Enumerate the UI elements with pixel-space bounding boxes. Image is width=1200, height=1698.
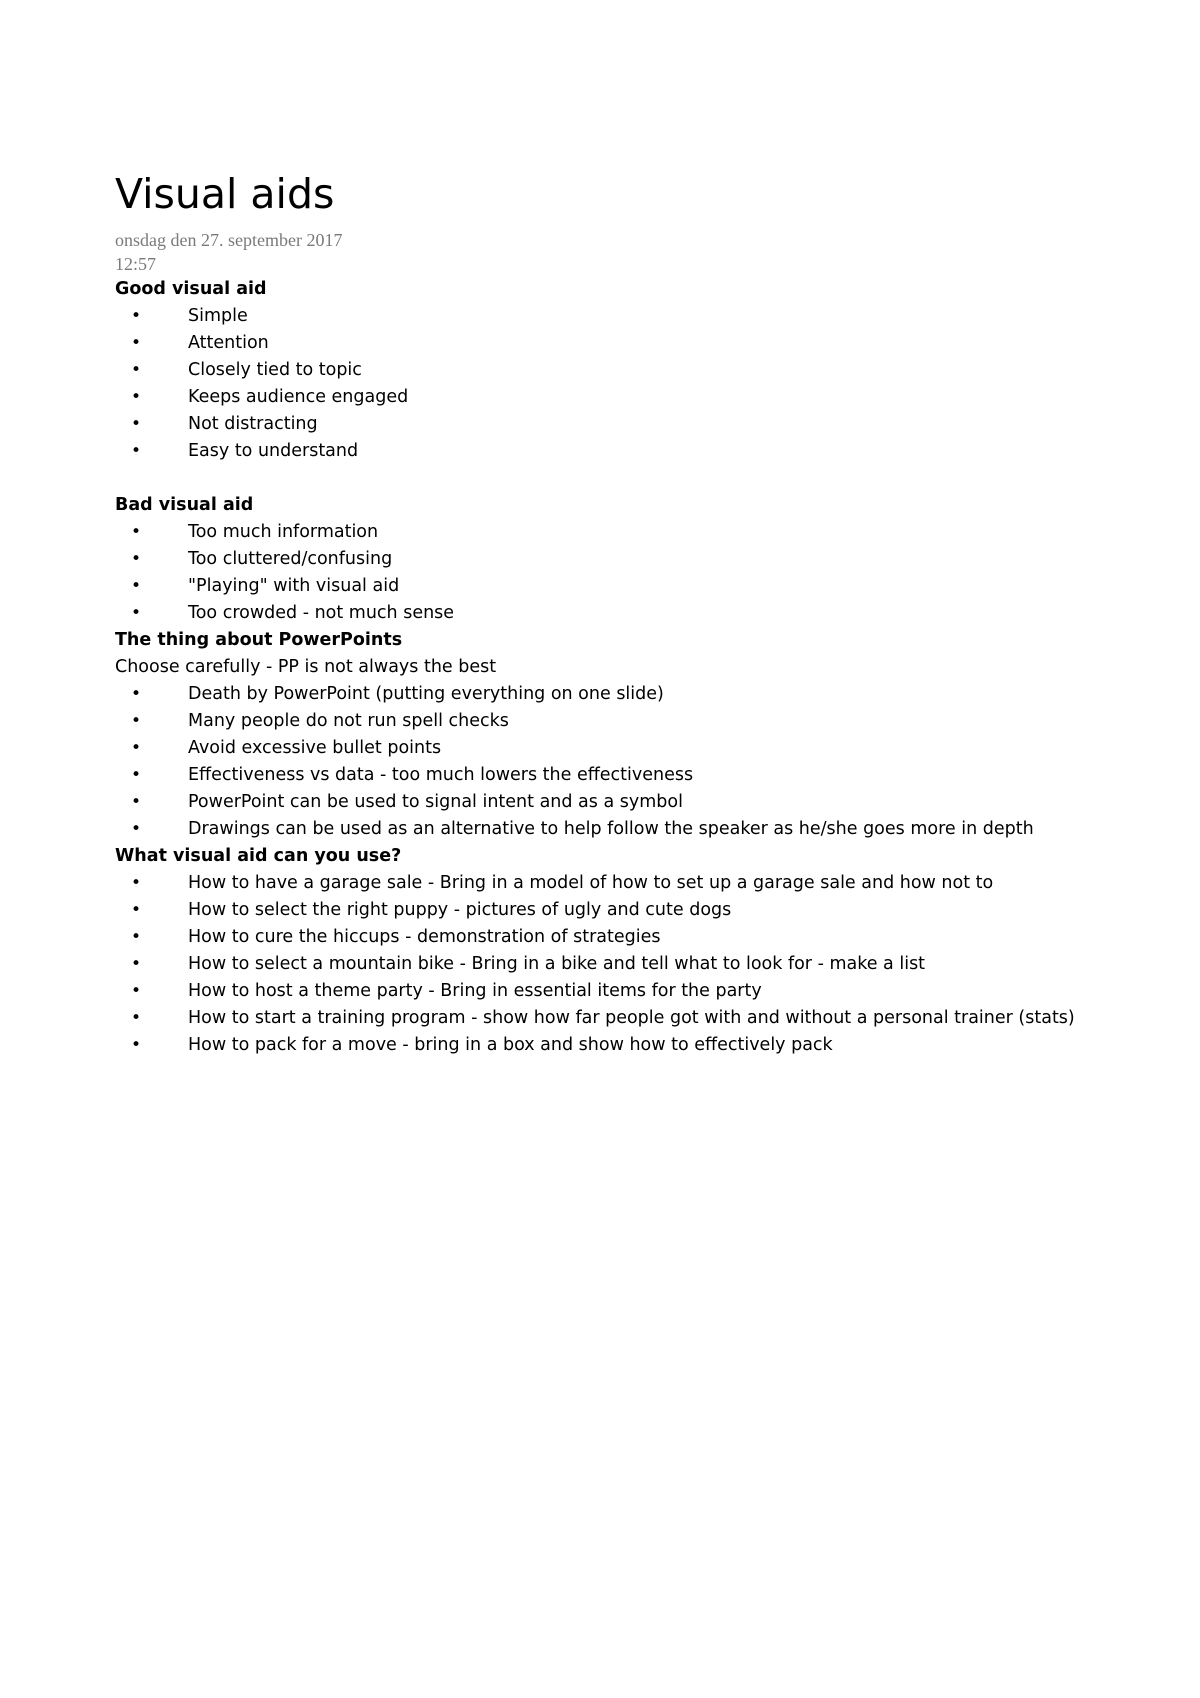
list-item	[115, 762, 1115, 789]
bullet-icon: •	[131, 684, 142, 704]
section-heading-powerpoints: The thing about PowerPoints	[115, 630, 403, 650]
section-heading-bad: Bad visual aid	[115, 495, 254, 515]
list-item	[115, 546, 1115, 573]
list-item	[115, 924, 1115, 951]
list-item-text: Many people do not run spell checks	[188, 711, 509, 731]
list-item	[115, 708, 1115, 735]
list-item	[115, 897, 1115, 924]
section-heading-use: What visual aid can you use?	[115, 846, 402, 866]
list-item	[115, 330, 1115, 357]
list-item-text: Drawings can be used as an alternative to help follow the speaker as he/she goes more in depth	[188, 819, 1034, 839]
list-item	[115, 951, 1115, 978]
bullet-icon: •	[131, 738, 142, 758]
bullet-icon: •	[131, 306, 142, 326]
list-item	[115, 411, 1115, 438]
list-item	[115, 870, 1115, 897]
bullet-icon: •	[131, 360, 142, 380]
bullet-icon: •	[131, 441, 142, 461]
note-page	[115, 170, 1115, 1059]
list-item-text: Effectiveness vs data - too much lowers the effectiveness	[188, 765, 694, 785]
bullet-icon: •	[131, 522, 142, 542]
list-item-text: Easy to understand	[188, 441, 359, 461]
list-item	[115, 816, 1115, 843]
bullet-icon: •	[131, 1035, 142, 1055]
list-item-text: Avoid excessive bullet points	[188, 738, 442, 758]
bullet-icon: •	[131, 954, 142, 974]
list-item-text: Closely tied to topic	[188, 360, 362, 380]
list-item-text: How to start a training program - show how far people got with and without a personal trainer (stats)	[188, 1008, 1075, 1028]
list-item-text: Too much information	[188, 522, 379, 542]
list-item-text: Death by PowerPoint (putting everything on one slide)	[188, 684, 664, 704]
bullet-icon: •	[131, 1008, 142, 1028]
bullet-icon: •	[131, 765, 142, 785]
list-item	[115, 681, 1115, 708]
note-time: 12:57	[115, 254, 157, 274]
list-item	[115, 1005, 1115, 1032]
blank-line	[115, 465, 1115, 492]
list-item	[115, 438, 1115, 465]
list-item	[115, 357, 1115, 384]
bad-list	[115, 519, 1115, 627]
list-item-text: How to cure the hiccups - demonstration of strategies	[188, 927, 661, 947]
list-item	[115, 735, 1115, 762]
section-heading-good: Good visual aid	[115, 279, 267, 299]
list-item	[115, 573, 1115, 600]
bullet-icon: •	[131, 603, 142, 623]
list-item	[115, 978, 1115, 1005]
bullet-icon: •	[131, 549, 142, 569]
list-item-text: How to pack for a move - bring in a box and show how to effectively pack	[188, 1035, 833, 1055]
bullet-icon: •	[131, 576, 142, 596]
list-item	[115, 384, 1115, 411]
bullet-icon: •	[131, 873, 142, 893]
bullet-icon: •	[131, 387, 142, 407]
list-item	[115, 789, 1115, 816]
bullet-icon: •	[131, 333, 142, 353]
powerpoints-list	[115, 681, 1115, 843]
list-item-text: How to host a theme party - Bring in essential items for the party	[188, 981, 762, 1001]
list-item-text: "Playing" with visual aid	[188, 576, 400, 596]
bullet-icon: •	[131, 414, 142, 434]
list-item-text: How to select a mountain bike - Bring in a bike and tell what to look for - make a list	[188, 954, 926, 974]
bullet-icon: •	[131, 900, 142, 920]
bullet-icon: •	[131, 927, 142, 947]
page-title: Visual aids	[115, 170, 335, 218]
use-list	[115, 870, 1115, 1059]
list-item	[115, 519, 1115, 546]
list-item-text: Keeps audience engaged	[188, 387, 409, 407]
bullet-icon: •	[131, 819, 142, 839]
list-item	[115, 303, 1115, 330]
bullet-icon: •	[131, 711, 142, 731]
list-item-text: Attention	[188, 333, 269, 353]
list-item-text: How to select the right puppy - pictures of ugly and cute dogs	[188, 900, 732, 920]
list-item-text: Not distracting	[188, 414, 318, 434]
good-list	[115, 303, 1115, 465]
bullet-icon: •	[131, 792, 142, 812]
list-item-text: PowerPoint can be used to signal intent and as a symbol	[188, 792, 683, 812]
list-item-text: Simple	[188, 306, 248, 326]
list-item-text: Too cluttered/confusing	[188, 549, 393, 569]
list-item-text: How to have a garage sale - Bring in a model of how to set up a garage sale and how not to	[188, 873, 994, 893]
list-item-text: Too crowded - not much sense	[188, 603, 455, 623]
list-item	[115, 600, 1115, 627]
list-item	[115, 1032, 1115, 1059]
powerpoints-intro: Choose carefully - PP is not always the best	[115, 657, 497, 677]
bullet-icon: •	[131, 981, 142, 1001]
note-date: onsdag den 27. september 2017	[115, 230, 343, 250]
